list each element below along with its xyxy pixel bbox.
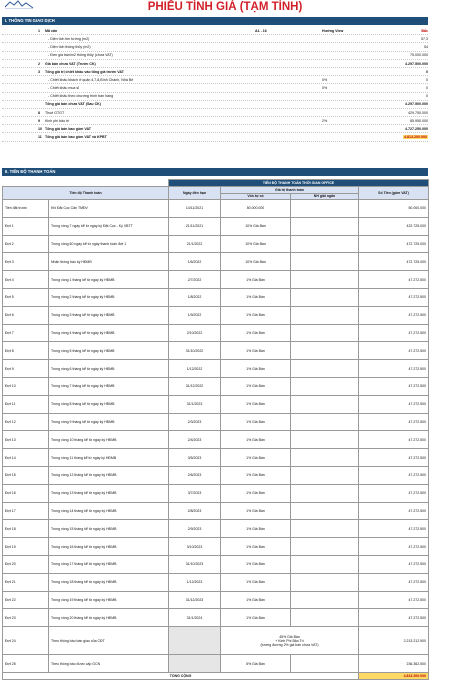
row-label: - Đơn giá bán/m2 thông thủy (chưa VAT): [48, 53, 113, 58]
payment-row: [3, 200, 429, 218]
payment-row: [3, 484, 429, 502]
row-label: Tổng giá bán bao gồm VAT: [45, 127, 91, 132]
payment-stage: Đợt 10: [3, 377, 49, 395]
payment-bank-disbursement: [291, 217, 359, 235]
payment-row: [3, 655, 429, 673]
payment-value: 1% Giá Bán: [221, 413, 291, 431]
transaction-row: [2, 117, 428, 125]
row-value: 85.950.000: [410, 118, 428, 123]
payment-bank-disbursement: [291, 573, 359, 591]
payment-due-date: 21/11/2021: [169, 217, 221, 235]
row-value: 4.727.250.000: [405, 127, 428, 132]
payment-row: [3, 324, 429, 342]
payment-stage: Tiền đặt trước: [3, 200, 49, 218]
payment-bank-disbursement: [291, 609, 359, 627]
payment-row: [3, 413, 429, 431]
payment-row: [3, 217, 429, 235]
payment-row: [3, 342, 429, 360]
payment-value: 1% Giá Bán: [221, 288, 291, 306]
payment-amount: 47.272.500: [359, 360, 429, 378]
payment-description: Khi Đặt Cọc Căn TMĐV: [49, 200, 169, 218]
transaction-row: [2, 27, 428, 35]
row-value: 4.297.500.000: [405, 102, 428, 107]
payment-description: Trong vòng 5 tháng kể từ ngày ký HĐMB: [49, 342, 169, 360]
payment-description: Trong vòng 7 ngày kể từ ngày ký Đặt Cọc - Ký VBTT: [49, 217, 169, 235]
row-value: 0: [426, 77, 428, 82]
payment-value: 1% Giá Bán: [221, 609, 291, 627]
transaction-row: [2, 84, 428, 92]
payment-description: Trong vòng 9 tháng kể từ ngày ký HĐMB: [49, 413, 169, 431]
payment-amount: 47.272.500: [359, 395, 429, 413]
payment-bank-disbursement: [291, 502, 359, 520]
section-transaction-heading: I. THÔNG TIN GIAO DỊCH: [2, 17, 428, 25]
row-number: 1: [38, 28, 40, 33]
payment-stage: Đợt 23: [3, 609, 49, 627]
payment-bank-disbursement: [291, 520, 359, 538]
payment-description: Nhận thông báo ký HĐMB: [49, 253, 169, 271]
payment-due-date: 2/8/2023: [169, 502, 221, 520]
payment-due-date: [169, 655, 221, 673]
payment-description: Trong vòng 60 ngày kể từ ngày thanh toán đợt 1: [49, 235, 169, 253]
payment-row: [3, 431, 429, 449]
payment-row: [3, 288, 429, 306]
row-value: Bắc: [421, 28, 428, 33]
col-value-header: Giá trị thanh toán: [221, 187, 359, 194]
payment-stage: Đợt 18: [3, 520, 49, 538]
row-detail-secondary: Hướng View: [322, 28, 344, 33]
row-label: Thuế GTGT: [45, 110, 65, 115]
payment-bank-disbursement: [291, 413, 359, 431]
row-value: 75.000.000: [410, 53, 428, 58]
payment-value: 1% Giá Bán: [221, 431, 291, 449]
payment-due-date: 1/6/2022: [169, 253, 221, 271]
row-number: 8: [38, 110, 40, 115]
payment-stage: Đợt 7: [3, 324, 49, 342]
payment-due-date: 2/9/2023: [169, 520, 221, 538]
payment-stage: Đợt 24: [3, 627, 49, 655]
payment-due-date: 2/10/2022: [169, 324, 221, 342]
row-label: Tổng giá bán chưa VAT (Sau CK): [45, 102, 101, 107]
row-label: - Diện tích tim tường (m2): [48, 36, 90, 41]
payment-row: [3, 377, 429, 395]
payment-row: [3, 555, 429, 573]
payment-value: 1% Giá Bán: [221, 591, 291, 609]
row-value: 0: [426, 69, 428, 74]
payment-stage: Đợt 12: [3, 413, 49, 431]
payment-due-date: 3/10/2023: [169, 538, 221, 556]
payment-amount: 47.272.500: [359, 538, 429, 556]
payment-value: 10% Giá Bán: [221, 253, 291, 271]
row-label: Tổng giá bán bao gồm VAT và KPBT: [45, 135, 107, 140]
row-value: 4.813.200.000: [404, 135, 427, 140]
payment-value: 1% Giá Bán: [221, 484, 291, 502]
payment-description: Trong vòng 14 tháng kể từ ngày ký HĐMB: [49, 502, 169, 520]
payment-row: [3, 538, 429, 556]
payment-due-date: 31/10/2023: [169, 555, 221, 573]
payment-amount: 47.272.500: [359, 520, 429, 538]
payment-value: 1% Giá Bán: [221, 520, 291, 538]
payment-stage: Đợt 11: [3, 395, 49, 413]
row-detail-secondary: 0%: [322, 77, 328, 82]
payment-row: [3, 502, 429, 520]
payment-amount: 47.272.500: [359, 413, 429, 431]
payment-due-date: 31/1/2024: [169, 609, 221, 627]
payment-amount: 47.272.500: [359, 555, 429, 573]
payment-amount: 422.725.000: [359, 217, 429, 235]
payment-bank-disbursement: [291, 431, 359, 449]
row-number: 9: [38, 118, 40, 123]
payment-description: Trong vòng 19 tháng kể từ ngày ký HĐMB: [49, 591, 169, 609]
payment-bank-disbursement: [291, 466, 359, 484]
payment-row: [3, 591, 429, 609]
payment-value: 5% Giá Bán: [221, 655, 291, 673]
payment-due-date: 1/12/2022: [169, 360, 221, 378]
payment-bank-disbursement: [291, 342, 359, 360]
payment-amount: 47.272.500: [359, 377, 429, 395]
payment-due-date: 2/3/2023: [169, 413, 221, 431]
transaction-row: [2, 60, 428, 68]
payment-amount: 47.272.500: [359, 502, 429, 520]
row-value: 54: [424, 45, 428, 50]
row-label: - Chiết khấu khách ở quận 4,7,8,Bình Chánh, Nhà Bè: [48, 77, 134, 82]
payment-bank-disbursement: [291, 538, 359, 556]
payment-description: Trong vòng 13 tháng kể từ ngày ký HĐMB: [49, 484, 169, 502]
row-value: 429.750.000: [408, 110, 428, 115]
payment-value: [221, 627, 359, 655]
transaction-row: [2, 68, 428, 76]
transaction-row: [2, 133, 428, 141]
payment-bank-disbursement: [291, 449, 359, 467]
transaction-info-section: [2, 27, 428, 142]
payment-value: 1% Giá Bán: [221, 360, 291, 378]
payment-description: Trong vòng 10 tháng kể từ ngày ký HĐMB: [49, 431, 169, 449]
payment-due-date: 2/4/2023: [169, 431, 221, 449]
row-label: Kinh phí bảo trì: [45, 118, 70, 123]
payment-value: 1% Giá Bán: [221, 395, 291, 413]
section-payment-heading: II. TIẾN ĐỘ THANH TOÁN: [2, 168, 428, 176]
payment-due-date: 1/8/2022: [169, 288, 221, 306]
row-label: Mã căn: [45, 28, 58, 33]
transaction-row: [2, 101, 428, 109]
payment-stage: Đợt 8: [3, 342, 49, 360]
payment-value: 50.000.000: [221, 200, 291, 218]
payment-schedule: [2, 179, 428, 680]
payment-bank-disbursement: [291, 360, 359, 378]
payment-stage: Đợt 17: [3, 502, 49, 520]
row-value: 4.297.500.000: [405, 61, 428, 66]
payment-bank-disbursement: [291, 484, 359, 502]
col-amount-header: Số Tiền (gồm VAT): [359, 187, 429, 200]
row-number: 10: [38, 127, 42, 132]
row-label: - Chiết khấu theo chương trình bán hàng: [48, 94, 114, 99]
payment-row: [3, 253, 429, 271]
payment-value: 10% Giá Bán: [221, 235, 291, 253]
payment-amount: 2.213.212.500: [359, 627, 429, 655]
payment-stage: Đợt 19: [3, 538, 49, 556]
payment-description: Trong vòng 12 tháng kể từ ngày ký HĐMB: [49, 466, 169, 484]
payment-amount: 47.272.500: [359, 573, 429, 591]
payment-row: [3, 609, 429, 627]
payment-description: Trong vòng 1 tháng kể từ ngày ký HĐMB: [49, 271, 169, 289]
payment-table: [2, 179, 429, 680]
payment-amount: 47.272.500: [359, 449, 429, 467]
row-value: 57,3: [421, 36, 428, 41]
payment-amount: 47.272.500: [359, 591, 429, 609]
payment-stage: Đợt 21: [3, 573, 49, 591]
payment-value-line: + Kinh Phí Bảo Trì: [275, 638, 304, 643]
payment-stage: Đợt 2: [3, 235, 49, 253]
payment-stage: Đợt 15: [3, 466, 49, 484]
row-label: - Chiết khấu mua sỉ: [48, 86, 79, 91]
total-value: 4.813.200.000: [359, 672, 429, 679]
payment-due-date: 31/12/2022: [169, 377, 221, 395]
col-progress-header: Tiến độ Thanh toán: [3, 187, 169, 200]
payment-row: [3, 449, 429, 467]
payment-stage: Đợt 20: [3, 555, 49, 573]
payment-amount: 47.272.500: [359, 484, 429, 502]
payment-stage: Đợt 16: [3, 484, 49, 502]
col-bank-header: NH giải ngân: [291, 193, 359, 200]
payment-description: Theo thông báo được cấp GCN: [49, 655, 169, 673]
payment-value: 1% Giá Bán: [221, 377, 291, 395]
payment-due-date: 1/9/2022: [169, 306, 221, 324]
payment-value: 1% Giá Bán: [221, 324, 291, 342]
payment-value: 1% Giá Bán: [221, 271, 291, 289]
payment-value: 1% Giá Bán: [221, 449, 291, 467]
payment-description: Trong vòng 2 tháng kể từ ngày ký HĐMB: [49, 288, 169, 306]
payment-value: 1% Giá Bán: [221, 466, 291, 484]
payment-due-date: [169, 627, 221, 655]
payment-amount: 47.272.500: [359, 342, 429, 360]
page-title: PHIẾU TÍNH GIÁ (TẠM TÍNH): [147, 1, 303, 13]
payment-bank-disbursement: [291, 306, 359, 324]
row-label: - Diện tích thông thủy (m2): [48, 45, 91, 50]
payment-value: 1% Giá Bán: [221, 538, 291, 556]
row-value: 0: [426, 94, 428, 99]
payment-description: Theo thông báo bàn giao của CĐT: [49, 627, 169, 655]
payment-amount: 47.272.500: [359, 466, 429, 484]
payment-due-date: 14/11/2021: [169, 200, 221, 218]
payment-description: Trong vòng 15 tháng kể từ ngày ký HĐMB: [49, 520, 169, 538]
row-number: 11: [38, 135, 42, 140]
payment-due-date: 2/6/2023: [169, 466, 221, 484]
payment-bank-disbursement: [291, 591, 359, 609]
row-detail-secondary: 0%: [322, 86, 328, 91]
payment-row: [3, 395, 429, 413]
payment-amount: 47.272.500: [359, 306, 429, 324]
payment-bank-disbursement: [291, 271, 359, 289]
row-detail: A1 - 16: [255, 28, 267, 33]
total-label: TỔNG CỘNG: [3, 672, 359, 679]
payment-stage: Đợt 3: [3, 253, 49, 271]
payment-bank-disbursement: [291, 555, 359, 573]
payment-value: 1% Giá Bán: [221, 502, 291, 520]
payment-stage: Đợt 9: [3, 360, 49, 378]
transaction-row: [2, 109, 428, 117]
payment-due-date: 2/7/2022: [169, 271, 221, 289]
payment-table-title: TIẾN ĐỘ THANH TOÁN THỜI GIAN OFFICE: [169, 180, 429, 187]
payment-bank-disbursement: [291, 655, 359, 673]
row-value: 0: [426, 86, 428, 91]
payment-row: [3, 271, 429, 289]
payment-amount: 47.272.500: [359, 324, 429, 342]
payment-value-line: (tương đương 2% giá bán chưa VAT): [260, 642, 319, 647]
row-label: Tổng giá trị chiết khấu vào tổng giá trước VAT: [45, 69, 124, 74]
payment-amount: 47.272.500: [359, 288, 429, 306]
payment-value: 1% Giá Bán: [221, 555, 291, 573]
payment-row: [3, 306, 429, 324]
row-number: 2: [38, 61, 40, 66]
payment-due-date: 21/1/2022: [169, 235, 221, 253]
payment-description: Trong vòng 6 tháng kể từ ngày ký HĐMB: [49, 360, 169, 378]
payment-row: [3, 573, 429, 591]
payment-description: Trong vòng 11 tháng kể từ ngày ký HĐMB: [49, 449, 169, 467]
payment-due-date: 1/12/2023: [169, 573, 221, 591]
payment-stage: Đợt 6: [3, 306, 49, 324]
payment-description: Trong vòng 20 tháng kể từ ngày ký HĐMB: [49, 609, 169, 627]
payment-stage: Đợt 13: [3, 431, 49, 449]
transaction-row: [2, 76, 428, 84]
payment-row: [3, 360, 429, 378]
transaction-row: [2, 35, 428, 43]
payment-due-date: 31/10/2022: [169, 342, 221, 360]
payment-value: 1% Giá Bán: [221, 306, 291, 324]
payment-amount: 47.272.500: [359, 271, 429, 289]
payment-bank-disbursement: [291, 324, 359, 342]
payment-bank-disbursement: [291, 235, 359, 253]
transaction-row: [2, 93, 428, 101]
payment-bank-disbursement: [291, 395, 359, 413]
payment-bank-disbursement: [291, 288, 359, 306]
col-date-header: Ngày đến hạn: [169, 187, 221, 200]
payment-due-date: 31/1/2023: [169, 395, 221, 413]
payment-stage: Đợt 1: [3, 217, 49, 235]
payment-due-date: 31/12/2023: [169, 591, 221, 609]
payment-bank-disbursement: [291, 377, 359, 395]
row-label: Giá bán chưa VAT (Trước CK): [45, 61, 96, 66]
transaction-row: [2, 43, 428, 51]
payment-row: [3, 627, 429, 655]
payment-bank-disbursement: [291, 253, 359, 271]
payment-value: 1% Giá Bán: [221, 342, 291, 360]
payment-description: Trong vòng 3 tháng kể từ ngày ký HĐMB: [49, 306, 169, 324]
payment-stage: Đợt 14: [3, 449, 49, 467]
transaction-row: [2, 125, 428, 133]
payment-row: [3, 520, 429, 538]
payment-amount: 236.362.500: [359, 655, 429, 673]
payment-description: Trong vòng 8 tháng kể từ ngày ký HĐMB: [49, 395, 169, 413]
row-number: 3: [38, 69, 40, 74]
payment-description: Trong vòng 4 tháng kể từ ngày ký HĐMB: [49, 324, 169, 342]
payment-description: Trong vòng 7 tháng kể từ ngày ký HĐMB: [49, 377, 169, 395]
payment-stage: Đợt 4: [3, 271, 49, 289]
payment-row: [3, 235, 429, 253]
payment-row: [3, 466, 429, 484]
payment-stage: Đợt 22: [3, 591, 49, 609]
payment-description: Trong vòng 16 tháng kể từ ngày ký HĐMB: [49, 538, 169, 556]
payment-stage: Đợt 25: [3, 655, 49, 673]
transaction-row: [2, 52, 428, 60]
payment-value-line: 45% Giá Bán: [279, 634, 300, 639]
payment-amount: 472.725.000: [359, 253, 429, 271]
payment-bank-disbursement: [291, 200, 359, 218]
payment-amount: 47.272.500: [359, 431, 429, 449]
payment-amount: 47.272.500: [359, 609, 429, 627]
payment-due-date: 3/7/2023: [169, 484, 221, 502]
payment-description: Trong vòng 17 tháng kể từ ngày ký HĐMB: [49, 555, 169, 573]
col-own-capital-header: Vốn tự có: [221, 193, 291, 200]
payment-description: Trong vòng 18 tháng kể từ ngày ký HĐMB: [49, 573, 169, 591]
row-detail-secondary: 2%: [322, 118, 328, 123]
payment-stage: Đợt 5: [3, 288, 49, 306]
payment-due-date: 3/5/2023: [169, 449, 221, 467]
payment-amount: 50.000.000: [359, 200, 429, 218]
payment-value: 1% Giá Bán: [221, 573, 291, 591]
payment-amount: 472.725.000: [359, 235, 429, 253]
payment-value: 10% Giá Bán: [221, 217, 291, 235]
